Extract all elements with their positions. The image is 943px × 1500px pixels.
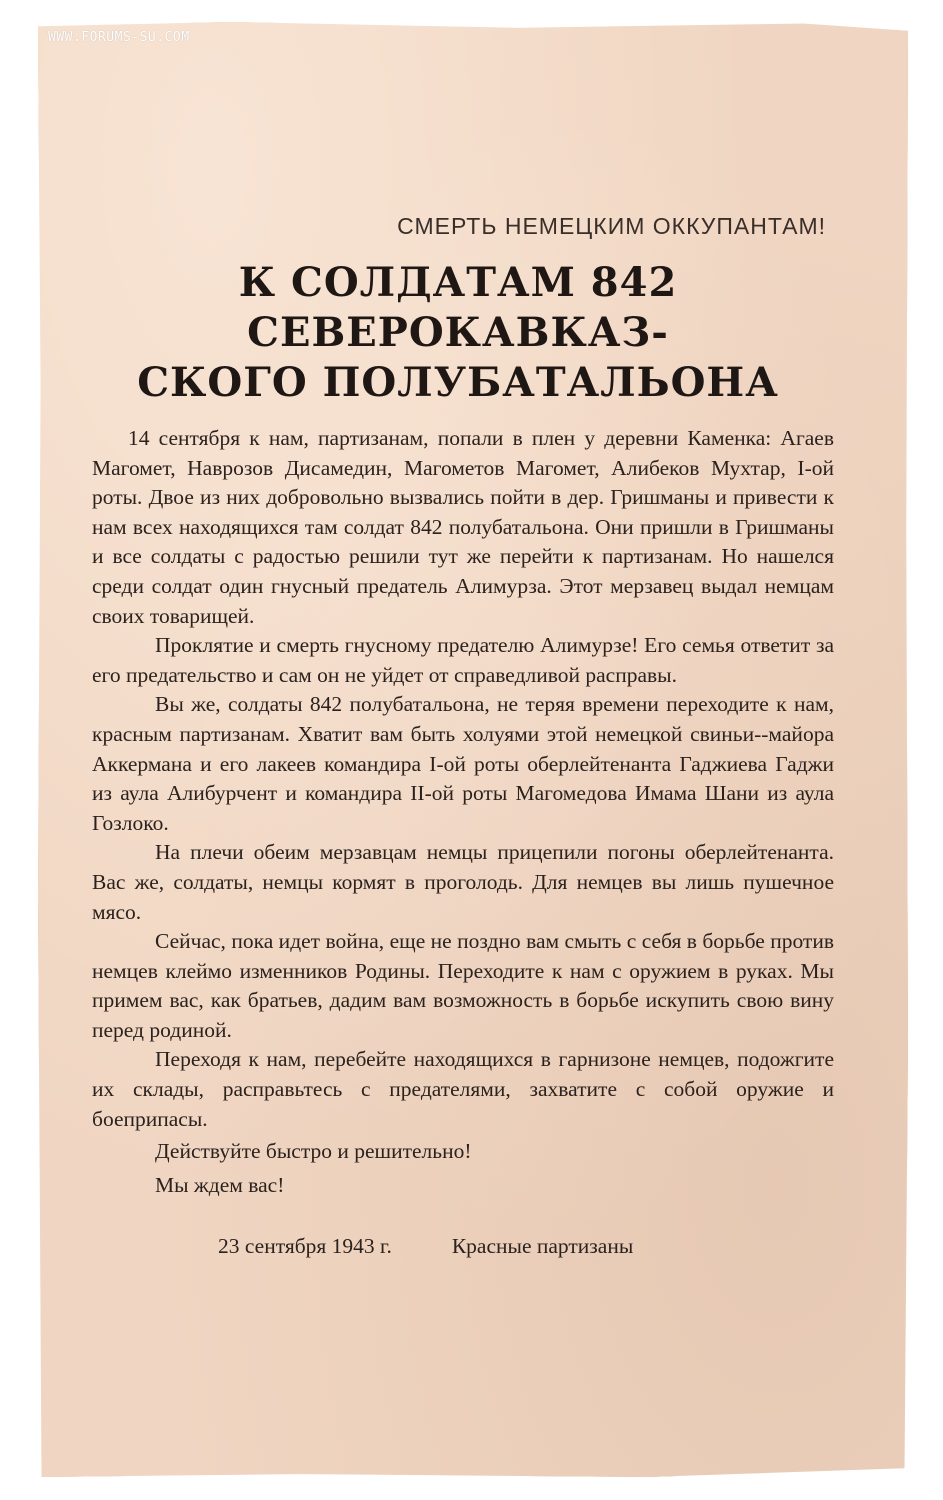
leaflet-footer [92, 1234, 834, 1259]
headline-line-1: К СОЛДАТАМ 842 СЕВЕРОКАВКАЗ- [238, 259, 678, 356]
watermark: WWW.FORUMS-SU.COM [48, 30, 190, 45]
paragraph-instructions: Переходя к нам, перебейте находящихся в гарнизоне немцев, подожгите их склады, расправьтесь с предателями, захватите с собой оружие и боеприпасы. [92, 1047, 834, 1131]
paragraph-officers: На плечи обеим мерзавцам немцы прицепили погоны оберлейтенанта. Вас же, солдаты, немцы кормят в проголодь. Для немцев вы лишь пушечное мясо. [92, 840, 834, 924]
slogan: СМЕРТЬ НЕМЕЦКИМ ОККУПАНТАМ! [397, 213, 826, 239]
paragraph-appeal: Вы же, солдаты 842 полубатальона, не теряя времени переходите к нам, красным партизанам. Хватит вам быть холуями этой немецкой свиньи--майора Аккермана и его лакеев командира I-ой роты оберлейтенанта Гаджиева Гаджи из аула Алибурчент и командира II-ой роты Магомедова Имама Шани из аула Гозлоко. [92, 692, 834, 835]
issue-date: 23 сентября 1943 г. [218, 1234, 392, 1259]
leaflet-content [92, 200, 834, 1259]
paragraph-curse: Проклятие и смерть гнусному предателю Алимурзе! Его семья ответит за его предательство и сам он не уйдет от справедливой расправы. [92, 633, 834, 687]
leaflet-body [92, 424, 834, 1134]
closing-line: Мы ждем вас! [155, 1173, 285, 1198]
paragraph-redemption: Сейчас, пока идет война, еще не поздно вам смыть с себя в борьбе против немцев клеймо изменников Родины. Переходите к нам с оружием в руках. Мы примем вас, как братьев, дадим вам возможность в борьбе искупить свою вину перед родиной. [92, 929, 834, 1042]
paragraph-capture: 14 сентября к нам, партизанам, попали в плен у деревни Каменка: Агаев Магомет, Наврозов Дисамедин, Магометов Магомет, Алибеков Мухтар, I-ой роты. Двое из них добровольно вызвались пойти в дер. Гришманы и привести к нам всех находящихся там солдат 842 полубатальона. Они пришли в Гришманы и все солдаты с радостью решили тут же перейти к партизанам. Но нашелся среди солдат один гнусный предатель Алимурза. Этот мерзавец выдал немцам своих товарищей. [92, 426, 834, 628]
headline-line-2: СКОГО ПОЛУБАТАЛЬОНА [137, 359, 779, 406]
signature: Красные партизаны [451, 1234, 634, 1259]
call-to-action: Действуйте быстро и решительно! [155, 1139, 472, 1164]
headline [82, 258, 834, 408]
